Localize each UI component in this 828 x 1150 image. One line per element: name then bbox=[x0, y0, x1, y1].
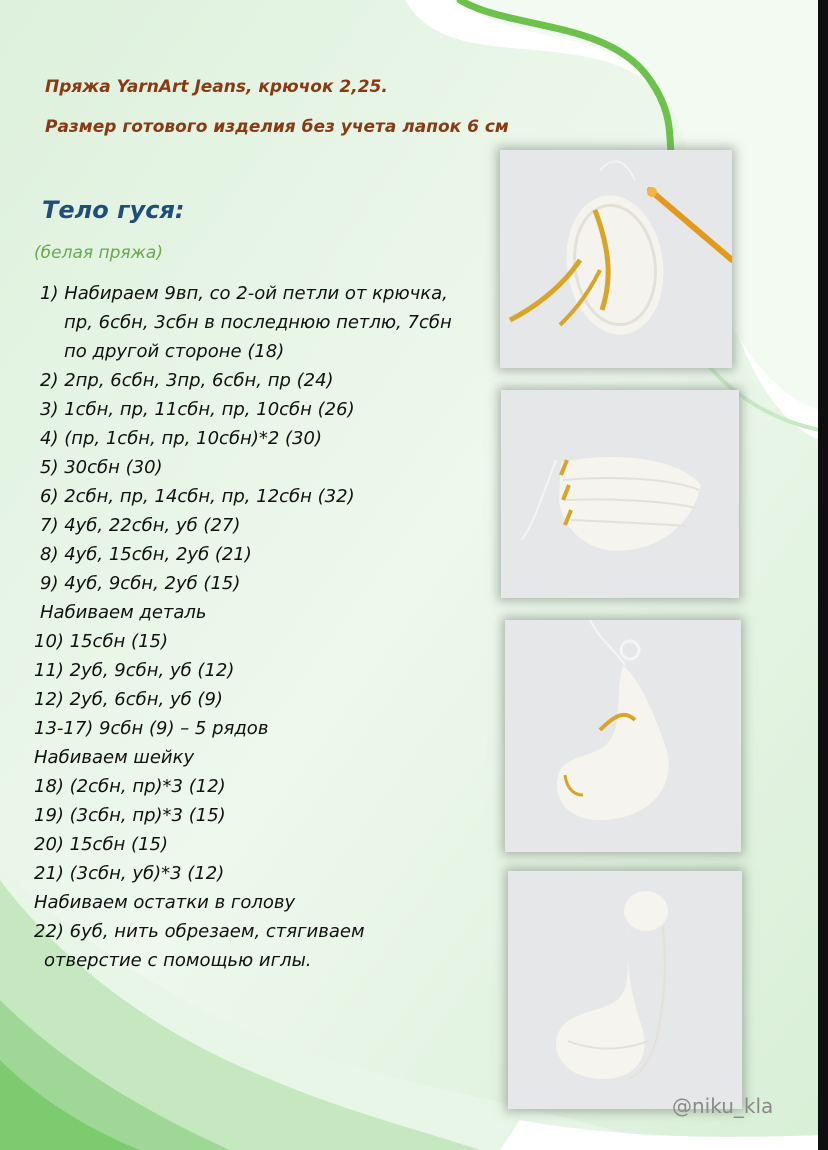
step-3: 3) 1сбн, пр, 11сбн, пр, 10сбн (26) bbox=[40, 399, 355, 420]
step-18: 18) (2сбн, пр)*3 (12) bbox=[34, 776, 226, 797]
section-title: Тело гуся: bbox=[42, 196, 185, 224]
step-19: 19) (3сбн, пр)*3 (15) bbox=[34, 805, 226, 826]
section-subtitle: (белая пряжа) bbox=[34, 243, 163, 263]
step-22-line-1: 22) 6уб, нить обрезаем, стягиваем bbox=[34, 921, 365, 942]
step-13-17: 13-17) 9сбн (9) – 5 рядов bbox=[34, 718, 269, 739]
step-4: 4) (пр, 1сбн, пр, 10сбн)*2 (30) bbox=[40, 428, 322, 449]
crochet-neck-photo-icon bbox=[505, 620, 741, 852]
step-9: 9) 4уб, 9сбн, 2уб (15) bbox=[40, 573, 241, 594]
step-10: 10) 15сбн (15) bbox=[34, 631, 168, 652]
step-5: 5) 30сбн (30) bbox=[40, 457, 163, 478]
step-8: 8) 4уб, 15сбн, 2уб (21) bbox=[40, 544, 252, 565]
yarn-info: Пряжа YarnArt Jeans, крючок 2,25. bbox=[45, 77, 388, 97]
step-7: 7) 4уб, 22сбн, уб (27) bbox=[40, 515, 241, 536]
step-1-line-1: 1) Набираем 9вп, со 2-ой петли от крючка, bbox=[40, 283, 448, 304]
step-1-line-3: по другой стороне (18) bbox=[64, 341, 285, 362]
size-info: Размер готового изделия без учета лапок 6 см bbox=[45, 117, 509, 137]
crochet-body-photo-icon bbox=[501, 390, 739, 598]
step-1-line-2: пр, 6сбн, 3сбн в последнюю петлю, 7сбн bbox=[64, 312, 452, 333]
note-stuff-piece: Набиваем деталь bbox=[40, 602, 207, 623]
step-21: 21) (3сбн, уб)*3 (12) bbox=[34, 863, 225, 884]
step-22-line-2: отверстие с помощью иглы. bbox=[44, 950, 312, 971]
note-stuff-neck: Набиваем шейку bbox=[34, 747, 195, 768]
step-20: 20) 15сбн (15) bbox=[34, 834, 168, 855]
step-11: 11) 2уб, 9сбн, уб (12) bbox=[34, 660, 235, 681]
step-6: 6) 2сбн, пр, 14сбн, пр, 12сбн (32) bbox=[40, 486, 355, 507]
window-frame-edge bbox=[818, 0, 828, 1150]
watermark: @niku_kla bbox=[672, 1094, 774, 1118]
crochet-start-photo-icon bbox=[500, 150, 732, 368]
crochet-finished-body-photo-icon bbox=[508, 871, 742, 1109]
step-12: 12) 2уб, 6сбн, уб (9) bbox=[34, 689, 223, 710]
note-stuff-head: Набиваем остатки в голову bbox=[34, 892, 296, 913]
step-2: 2) 2пр, 6сбн, 3пр, 6сбн, пр (24) bbox=[40, 370, 334, 391]
